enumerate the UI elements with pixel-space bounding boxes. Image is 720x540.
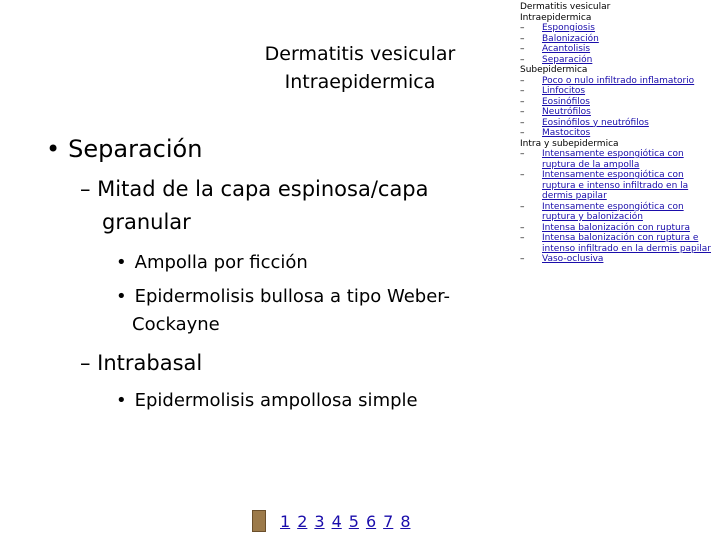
bullet-level3-weber-line2: Cockayne xyxy=(132,314,220,335)
page-link-3[interactable]: 3 xyxy=(314,511,325,531)
link-text[interactable]: Balonización xyxy=(542,33,599,44)
dash: – xyxy=(520,107,525,117)
bullet-level3-weber-line1 xyxy=(116,286,450,307)
dash: – xyxy=(520,44,525,54)
link-text[interactable]: Intensa balonización con ruptura e intenso infiltrado en la dermis papilar xyxy=(542,233,711,254)
bullet-text: Ampolla por ficción xyxy=(134,252,308,273)
link-text[interactable]: Eosinófilos xyxy=(542,96,590,107)
page-navigation xyxy=(252,508,418,534)
dash: – xyxy=(520,254,525,264)
outline-link-eosinofilos[interactable] xyxy=(520,97,715,108)
page-link-7[interactable]: 7 xyxy=(383,511,394,531)
bullet-dot: • xyxy=(116,286,127,307)
bullet-level3-ampolla xyxy=(116,252,308,273)
outline-header-intraepidermica: Intraepidermica xyxy=(520,12,592,23)
bullet-level2-intrabasal: – Intrabasal xyxy=(80,351,203,375)
link-text[interactable]: Vaso-oclusiva xyxy=(542,254,604,264)
slide-title xyxy=(240,40,480,96)
bullet-level1-separacion xyxy=(46,135,202,163)
link-text[interactable]: Espongiosis xyxy=(542,23,595,33)
link-text[interactable]: Intensa balonización con ruptura xyxy=(542,222,690,233)
dash: – xyxy=(520,86,525,96)
page-link-2[interactable]: 2 xyxy=(297,511,308,531)
outline-link-poco-infiltrado[interactable] xyxy=(520,76,715,87)
slide-thumbnail-icon[interactable] xyxy=(252,510,266,532)
bullet-text: Separación xyxy=(68,135,203,163)
dash: – xyxy=(520,96,525,107)
bullet-level2-espinosa-line1: – Mitad de la capa espinosa/capa xyxy=(80,177,429,201)
link-text[interactable]: Separación xyxy=(542,54,593,65)
outline-link-separacion[interactable] xyxy=(520,55,715,66)
page-link-5[interactable]: 5 xyxy=(348,511,359,531)
link-text[interactable]: Mastocitos xyxy=(542,128,591,138)
outline-link-espongiosis[interactable] xyxy=(520,23,715,34)
link-text[interactable]: Linfocitos xyxy=(542,86,586,96)
outline-link-mixed-4[interactable] xyxy=(520,223,715,234)
outline-link-mixed-5[interactable] xyxy=(520,233,715,254)
outline-header-subepidermica: Subepidermica xyxy=(520,65,588,75)
dash: – xyxy=(520,222,525,233)
page-link-1[interactable]: 1 xyxy=(280,511,291,531)
dash: – xyxy=(520,149,525,159)
link-text[interactable]: Eosinófilos y neutrófilos xyxy=(542,117,649,128)
outline-header-dermatitis: Dermatitis vesicular xyxy=(520,2,611,12)
outline-link-mixed-6[interactable] xyxy=(520,254,715,265)
link-text[interactable]: Intensamente espongiótica con ruptura y balonización xyxy=(542,201,684,222)
outline-link-balonizacion[interactable] xyxy=(520,34,715,45)
page-link-6[interactable]: 6 xyxy=(365,511,377,531)
bullet-level2-espinosa-line2: granular xyxy=(102,210,191,234)
link-text[interactable]: Intensamente espongiótica con ruptura de la ampolla xyxy=(542,149,684,170)
title-line-2: Intraepidermica xyxy=(284,71,436,93)
bullet-text: Epidermolisis ampollosa simple xyxy=(134,390,418,411)
outline-link-mixed-1[interactable] xyxy=(520,149,715,170)
link-text[interactable]: Neutrófilos xyxy=(542,107,591,117)
dash: – xyxy=(520,23,525,33)
bullet-text: Epidermolisis bullosa a tipo Weber- xyxy=(134,286,451,307)
bullet-dot: • xyxy=(116,390,127,411)
bullet-level3-simple xyxy=(116,390,418,411)
outline-link-neutrofilos[interactable] xyxy=(520,107,715,118)
dash: – xyxy=(520,117,525,128)
page-link-4[interactable]: 4 xyxy=(331,511,342,531)
outline-link-mastocitos[interactable] xyxy=(520,128,715,139)
title-line-1: Dermatitis vesicular xyxy=(264,43,456,65)
link-text[interactable]: Poco o nulo infiltrado inflamatorio xyxy=(542,75,695,86)
outline-panel xyxy=(520,2,715,265)
link-text[interactable]: Acantolisis xyxy=(542,44,591,54)
dash: – xyxy=(520,75,525,86)
dash: – xyxy=(520,201,525,212)
dash: – xyxy=(520,170,525,180)
bullet-dot: • xyxy=(46,135,61,163)
dash: – xyxy=(520,33,525,44)
outline-link-mixed-3[interactable] xyxy=(520,202,715,223)
outline-link-acantolisis[interactable] xyxy=(520,44,715,55)
dash: – xyxy=(520,128,525,138)
dash: – xyxy=(520,54,525,65)
bullet-dot: • xyxy=(116,252,127,273)
outline-link-eos-neutro[interactable] xyxy=(520,118,715,129)
outline-link-linfocitos[interactable] xyxy=(520,86,715,97)
link-text[interactable]: Intensamente espongiótica con ruptura e intenso infiltrado en la dermis papilar xyxy=(542,170,689,201)
dash: – xyxy=(520,233,525,243)
outline-link-mixed-2[interactable] xyxy=(520,170,715,202)
outline-header-intra-sub: Intra y subepidermica xyxy=(520,138,619,149)
page-link-8[interactable]: 8 xyxy=(400,511,411,531)
